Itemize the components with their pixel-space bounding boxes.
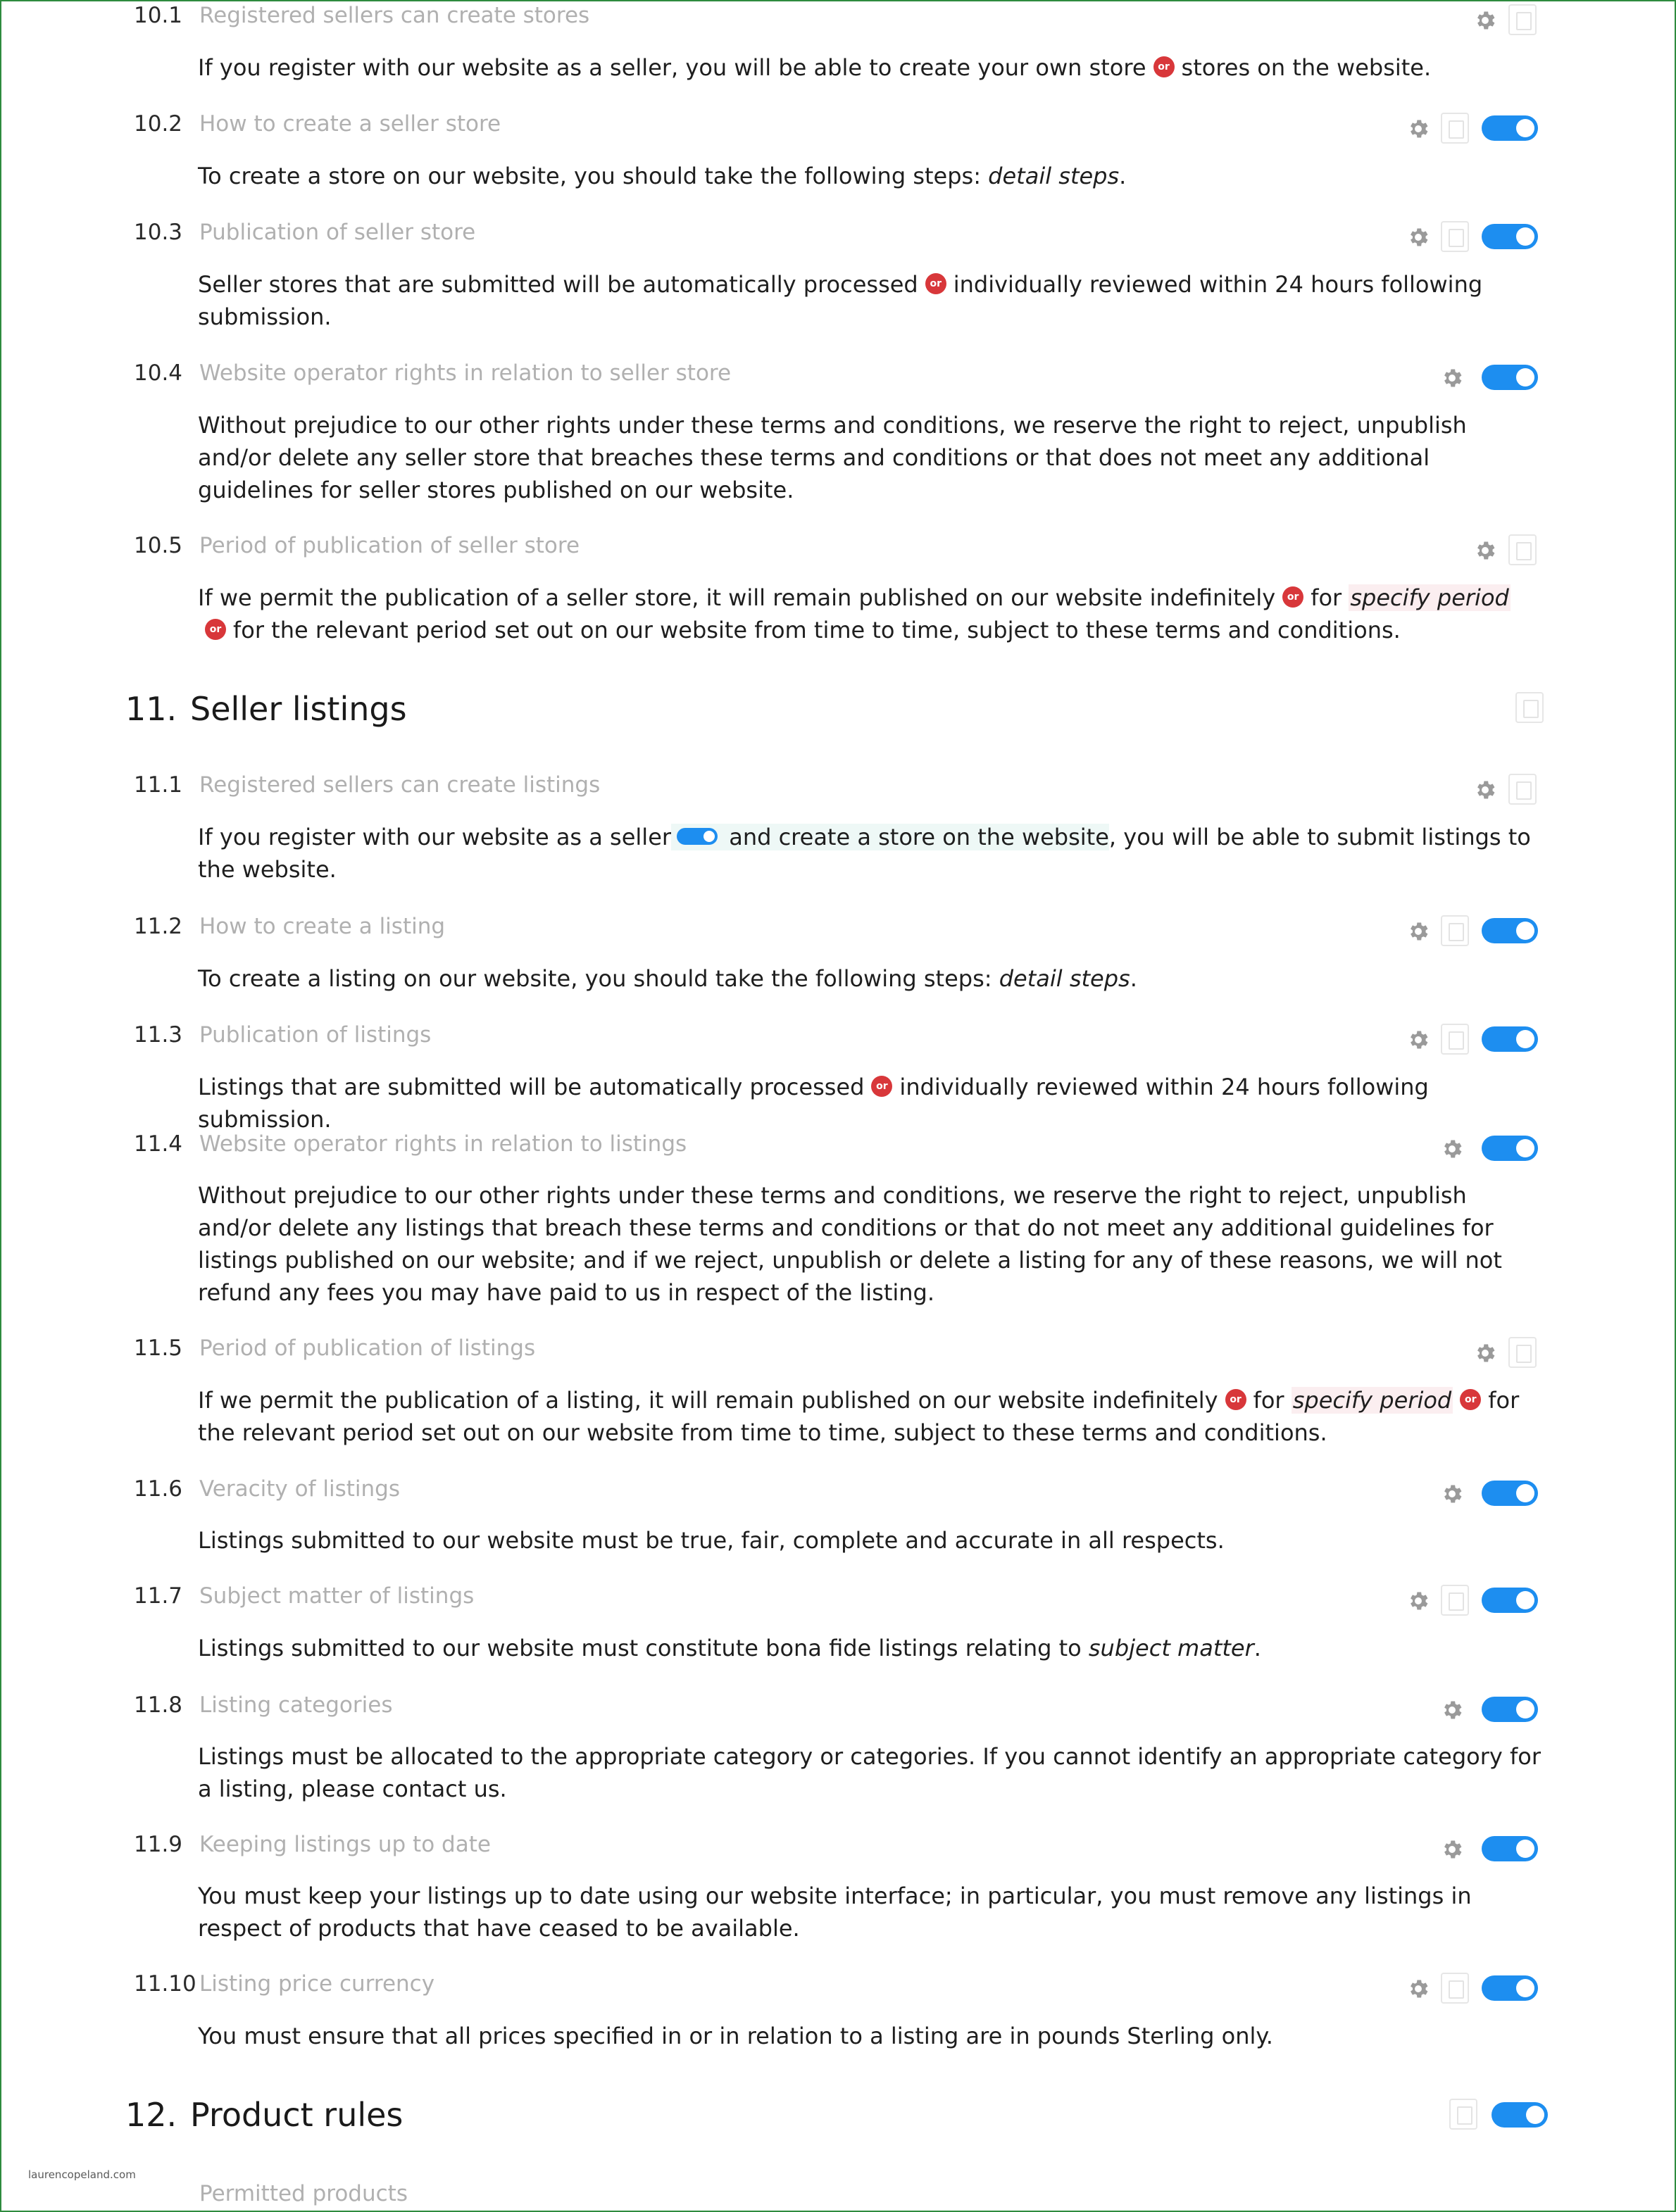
document-icon[interactable] [1508,534,1537,565]
clause-body: If you register with our website as a seller, you will be able to create your own store or stores on the website. [198,54,1432,81]
or-badge[interactable]: or [205,619,226,640]
section-number: 12. [125,2096,177,2134]
clause-toggle[interactable] [1482,1136,1538,1161]
settings-gear-icon[interactable] [1440,366,1464,390]
clause-number: 11.10 [134,1971,196,1997]
clause-body: Listings submitted to our website must constitute bona fide listings relating to subject matter. [198,1635,1261,1661]
document-icon[interactable] [1441,221,1469,252]
clause-title: Website operator rights in relation to listings [199,1131,687,1157]
document-icon[interactable] [1441,1024,1469,1055]
settings-gear-icon[interactable] [1406,117,1430,141]
clause-title: Permitted products [199,2181,408,2206]
clause-title: Keeping listings up to date [199,1832,491,1857]
clause-number: 11.4 [134,1131,183,1157]
clause-number: 10.4 [134,360,183,386]
or-badge[interactable]: or [871,1076,892,1097]
document-icon[interactable] [1441,1585,1469,1616]
clause-toggle[interactable] [1482,918,1538,943]
clause-body: If we permit the publication of a listing, it will remain published on our website indefinitely or for specify period or for the relevant period set out on our website from time to time, subject to these terms and conditions. [198,1387,1520,1446]
clause-title: Website operator rights in relation to seller store [199,360,732,386]
settings-gear-icon[interactable] [1473,1341,1497,1365]
clause-title: Subject matter of listings [199,1583,475,1609]
clause-toggle[interactable] [1482,1588,1538,1613]
clause-body: Listings submitted to our website must be true, fair, complete and accurate in all respects. [198,1527,1225,1554]
document-icon[interactable] [1508,1337,1537,1368]
optional-fragment: and create a store on the website [671,824,1109,850]
settings-gear-icon[interactable] [1406,1589,1430,1613]
clause-number: 10.1 [134,3,183,28]
document-icon[interactable] [1441,1973,1469,2004]
clause-title: Publication of listings [199,1022,432,1048]
clause-title: Publication of seller store [199,220,476,245]
document-icon[interactable] [1441,915,1469,946]
clause-number: 11.1 [134,772,183,798]
or-badge[interactable]: or [1153,56,1175,77]
or-badge[interactable]: or [1282,586,1303,608]
clause-body: Listings that are submitted will be automatically processed or individually reviewed within 24 hours following submission. [198,1074,1429,1133]
settings-gear-icon[interactable] [1440,1137,1464,1161]
clause-toggle[interactable] [1482,1026,1538,1052]
clause-body: Seller stores that are submitted will be automatically processed or individually reviewed within 24 hours following submission. [198,271,1483,330]
clause-number: 11.3 [134,1022,183,1048]
clause-body: If we permit the publication of a seller store, it will remain published on our website indefinitely or for specify periodor for the relevant period set out on our website from time to time, subject to these terms and conditions. [198,584,1509,643]
clause-number: 11.7 [134,1583,183,1609]
clause-toggle[interactable] [1482,1697,1538,1722]
settings-gear-icon[interactable] [1473,8,1497,32]
clause-number: 11.2 [134,914,183,939]
or-badge[interactable]: or [1460,1389,1481,1410]
clause-title: How to create a seller store [199,111,501,137]
document-icon[interactable] [1508,774,1537,805]
settings-gear-icon[interactable] [1473,778,1497,802]
clause-body: Without prejudice to our other rights under these terms and conditions, we reserve the right to reject, unpublish and/or delete any listings that breach these terms and conditions or that do not meet any additional guidelines for listings published on our website; and if we reject, unpublish or delete a listing for any of these reasons, we will not refund any fees you may have paid to us in respect of the listing. [198,1182,1502,1306]
clause-number: 10.2 [134,111,183,137]
settings-gear-icon[interactable] [1440,1482,1464,1506]
settings-gear-icon[interactable] [1440,1698,1464,1722]
or-badge[interactable]: or [925,273,946,294]
variable-field[interactable]: specify period [1292,1387,1452,1414]
clause-body: To create a listing on our website, you should take the following steps: detail steps. [198,965,1137,992]
clause-title: Period of publication of listings [199,1336,536,1361]
section-title: Product rules [190,2096,404,2134]
clause-body: To create a store on our website, you should take the following steps: detail steps. [198,163,1127,189]
clause-toggle[interactable] [1482,115,1538,141]
clause-title: Listing categories [199,1692,393,1718]
clause-body: Without prejudice to our other rights under these terms and conditions, we reserve the right to reject, unpublish and/or delete any seller store that breaches these terms and conditions or that does not meet any additional guidelines for seller stores published on our website. [198,412,1467,503]
document-icon[interactable] [1515,692,1544,723]
clause-number: 10.3 [134,220,183,245]
clause-toggle[interactable] [1482,1975,1538,2001]
clause-title: How to create a listing [199,914,446,939]
clause-body: If you register with our website as a seller and create a store on the website, you will be able to submit listings to the website. [198,824,1531,883]
clause-title: Registered sellers can create listings [199,772,601,798]
clause-number: 10.5 [134,533,183,558]
clause-title: Veracity of listings [199,1476,400,1502]
clause-number: 11.5 [134,1336,183,1361]
clause-number: 11.6 [134,1476,183,1502]
document-icon[interactable] [1441,113,1469,144]
section-number: 11. [125,690,177,728]
settings-gear-icon[interactable] [1406,1977,1430,2001]
clause-title: Registered sellers can create stores [199,3,590,28]
clause-title: Period of publication of seller store [199,533,580,558]
or-badge[interactable]: or [1225,1389,1246,1410]
settings-gear-icon[interactable] [1406,1028,1430,1052]
clause-number: 11.9 [134,1832,183,1857]
section-toggle[interactable] [1491,2102,1548,2128]
document-icon[interactable] [1508,4,1537,35]
clause-toggle[interactable] [1482,365,1538,390]
inline-toggle[interactable] [677,828,718,845]
settings-gear-icon[interactable] [1440,1837,1464,1861]
clause-toggle[interactable] [1482,1836,1538,1861]
clause-toggle[interactable] [1482,1481,1538,1506]
section-title: Seller listings [190,690,407,728]
clause-toggle[interactable] [1482,224,1538,249]
clause-body: You must keep your listings up to date using our website interface; in particular, you must remove any listings in respect of products that have ceased to be available. [198,1883,1472,1942]
settings-gear-icon[interactable] [1406,919,1430,943]
clause-title: Listing price currency [199,1971,435,1997]
clause-number: 11.8 [134,1692,183,1718]
clause-body: Listings must be allocated to the appropriate category or categories. If you cannot identify an appropriate category for a listing, please contact us. [198,1743,1541,1802]
document-icon[interactable] [1449,2099,1477,2130]
settings-gear-icon[interactable] [1406,225,1430,249]
clause-body: You must ensure that all prices specified in or in relation to a listing are in pounds Sterling only. [198,2023,1273,2049]
watermark: laurencopeland.com [28,2168,136,2181]
variable-field[interactable]: specify period [1350,584,1509,611]
settings-gear-icon[interactable] [1473,539,1497,563]
